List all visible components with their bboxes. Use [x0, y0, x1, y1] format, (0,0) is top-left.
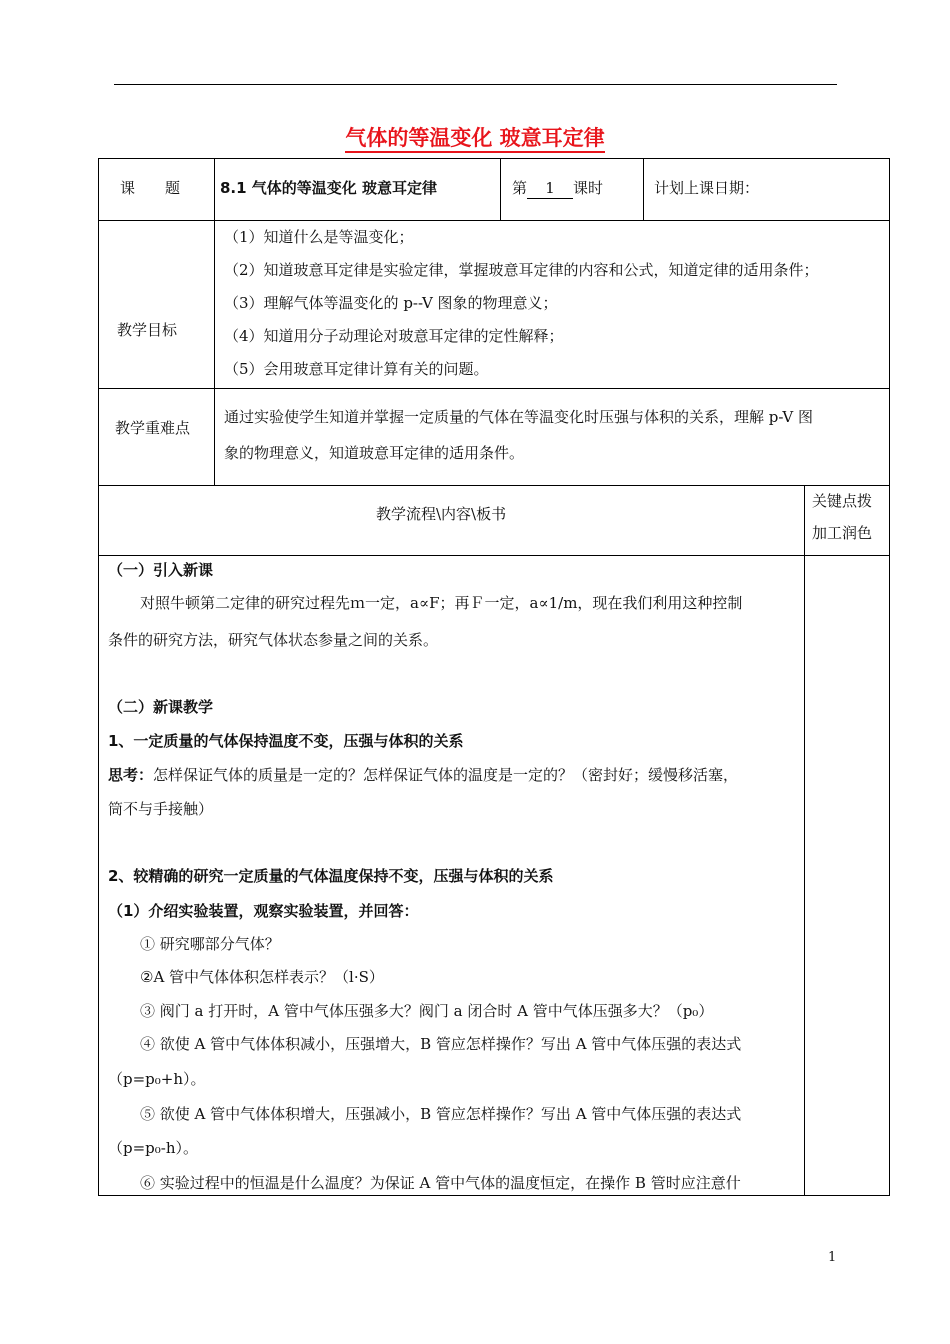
- objective-item: （2）知道玻意耳定律是实验定律，掌握玻意耳定律的内容和公式，知道定律的适用条件；: [224, 261, 819, 279]
- objective-item: （5）会用玻意耳定律计算有关的问题。: [224, 360, 489, 378]
- objective-item: （1）知道什么是等温变化；: [224, 228, 414, 246]
- key-points-line: 象的物理意义，知道玻意耳定律的适用条件。: [224, 444, 525, 462]
- cell-divider-3: [643, 158, 644, 221]
- question-5-cont: （p=p₀-h）。: [108, 1139, 199, 1157]
- cell-divider-2: [500, 158, 501, 221]
- objective-item: （3）理解气体等温变化的 p--V 图象的物理意义；: [224, 294, 558, 312]
- intro-paragraph: 对照牛顿第二定律的研究过程先ｍ一定，a∝F；再Ｆ一定，a∝1/m，现在我们利用这种控制: [140, 594, 743, 612]
- row-topic: [98, 158, 890, 221]
- question-3: ③ 阀门 a 打开时，A 管中气体压强多大？阀门 a 闭合时 A 管中气体压强多大？（p₀）: [140, 1002, 714, 1020]
- document-title: 气体的等温变化 玻意耳定律: [0, 122, 950, 152]
- key-points-label: 教学重难点: [115, 419, 191, 437]
- key-points-line: 通过实验使学生知道并掌握一定质量的气体在等温变化时压强与体积的关系，理解 p-V 图: [224, 408, 813, 426]
- question-6: ⑥ 实验过程中的恒温是什么温度？为保证 A 管中气体的温度恒定，在操作 B 管时应注意什: [140, 1174, 741, 1192]
- flow-header-label: 教学流程\内容\板书: [376, 505, 507, 523]
- period-number: 1: [527, 178, 573, 199]
- header-rule: [114, 84, 837, 85]
- topic-value: 8.1 气体的等温变化 玻意耳定律: [220, 179, 438, 197]
- plan-date-label: 计划上课日期：: [654, 179, 760, 197]
- flow-divider: [804, 485, 805, 556]
- objectives-label: 教学目标: [117, 321, 178, 339]
- think-paragraph: 思考：怎样保证气体的质量是一定的？怎样保证气体的温度是一定的？（密封好；缓慢移活塞，: [108, 766, 739, 784]
- content-divider: [804, 555, 805, 1196]
- subheading-2: 2、较精确的研究一定质量的气体温度保持不变，压强与体积的关系: [108, 867, 554, 885]
- think-paragraph-cont: 筒不与手接触）: [108, 800, 214, 818]
- question-4: ④ 欲使 A 管中气体体积减小，压强增大，B 管应怎样操作？写出 A 管中气体压强的表达式: [140, 1035, 742, 1053]
- row-key-points: [98, 388, 890, 486]
- section-heading-intro: （一）引入新课: [108, 561, 214, 579]
- question-5: ⑤ 欲使 A 管中气体体积增大，压强减小，B 管应怎样操作？写出 A 管中气体压强的表达式: [140, 1105, 742, 1123]
- period: 第 1 课时: [512, 179, 604, 197]
- side-header-line2: 加工润色: [812, 524, 873, 542]
- page-number: 1: [828, 1250, 837, 1265]
- question-2: ②A 管中气体体积怎样表示？（l·S）: [140, 968, 384, 986]
- subheading-3: （1）介绍实验装置，观察实验装置，并回答：: [108, 902, 419, 920]
- question-4-cont: （p=p₀+h）。: [108, 1070, 206, 1088]
- question-1: ① 研究哪部分气体？: [140, 935, 280, 953]
- intro-paragraph-cont: 条件的研究方法，研究气体状态参量之间的关系。: [108, 631, 439, 649]
- objective-item: （4）知道用分子动理论对玻意耳定律的定性解释；: [224, 327, 564, 345]
- cell-divider-1: [214, 158, 215, 221]
- objectives-divider: [214, 220, 215, 389]
- side-header-line1: 关键点拨: [812, 492, 873, 510]
- topic-label: 课 题: [120, 179, 181, 197]
- keypoints-divider: [214, 388, 215, 486]
- subheading-1: 1、一定质量的气体保持温度不变，压强与体积的关系: [108, 732, 464, 750]
- section-heading-new: （二）新课教学: [108, 698, 214, 716]
